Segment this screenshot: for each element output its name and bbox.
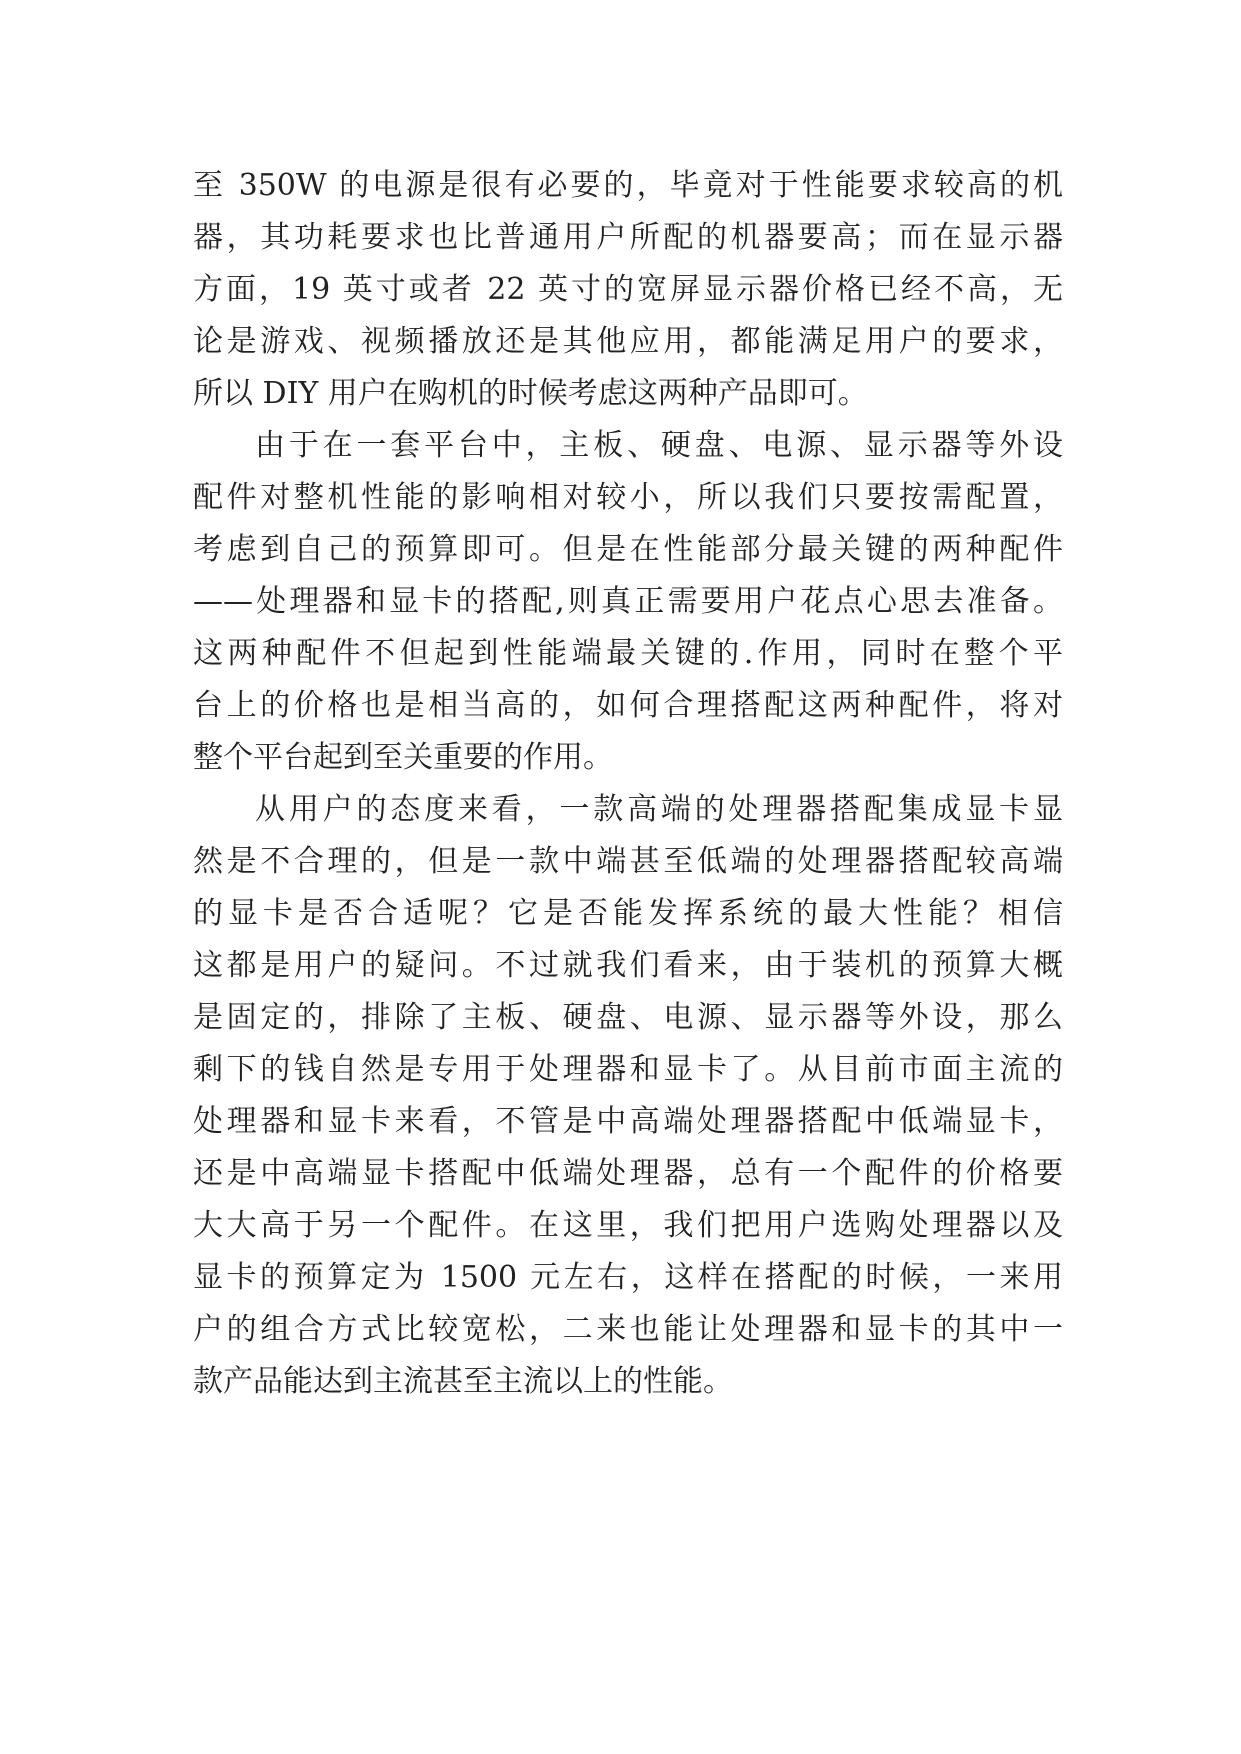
text-line: 配件对整机性能的影响相对较小，所以我们只要按需配置，	[193, 480, 1063, 515]
text-line: ——处理器和显卡的搭配,则真正需要用户花点心思去准备。	[193, 584, 1063, 619]
text-line: 方面，19 英寸或者 22 英寸的宽屏显示器价格已经不高，无	[193, 272, 1063, 307]
text-line: 还是中高端显卡搭配中低端处理器，总有一个配件的价格要	[193, 1156, 1063, 1191]
text-line: 至 350W 的电源是很有必要的，毕竟对于性能要求较高的机	[193, 168, 1063, 203]
text-line: 显卡的预算定为 1500 元左右，这样在搭配的时候，一来用	[193, 1260, 1063, 1295]
text-line: 是固定的，排除了主板、硬盘、电源、显示器等外设，那么	[193, 1000, 1063, 1035]
text-line: 的显卡是否合适呢？它是否能发挥系统的最大性能？相信	[193, 896, 1063, 931]
text-line: 整个平台起到至关重要的作用。	[193, 740, 613, 775]
text-line: 从用户的态度来看，一款高端的处理器搭配集成显卡显	[255, 792, 1063, 827]
paragraph-2	[193, 420, 1063, 784]
text-line: 大大高于另一个配件。在这里，我们把用户选购处理器以及	[193, 1208, 1063, 1243]
body-text	[193, 160, 1063, 1408]
text-line: 论是游戏、视频播放还是其他应用，都能满足用户的要求，	[193, 324, 1063, 359]
text-line: 款产品能达到主流甚至主流以上的性能。	[193, 1364, 733, 1399]
text-line: 处理器和显卡来看，不管是中高端处理器搭配中低端显卡，	[193, 1104, 1063, 1139]
text-line: 户的组合方式比较宽松，二来也能让处理器和显卡的其中一	[193, 1312, 1063, 1347]
paragraph-3	[193, 784, 1063, 1408]
text-line: 这两种配件不但起到性能端最关键的.作用，同时在整个平	[193, 636, 1063, 671]
text-line: 由于在一套平台中，主板、硬盘、电源、显示器等外设	[255, 428, 1063, 463]
text-line: 然是不合理的，但是一款中端甚至低端的处理器搭配较高端	[193, 844, 1063, 879]
text-line: 器，其功耗要求也比普通用户所配的机器要高；而在显示器	[193, 220, 1063, 255]
text-line: 台上的价格也是相当高的，如何合理搭配这两种配件，将对	[193, 688, 1063, 723]
text-line: 考虑到自己的预算即可。但是在性能部分最关键的两种配件	[193, 532, 1063, 567]
paragraph-1	[193, 160, 1063, 420]
text-line: 剩下的钱自然是专用于处理器和显卡了。从目前市面主流的	[193, 1052, 1063, 1087]
text-line: 这都是用户的疑问。不过就我们看来，由于装机的预算大概	[193, 948, 1063, 983]
text-line: 所以 DIY 用户在购机的时候考虑这两种产品即可。	[193, 376, 868, 411]
